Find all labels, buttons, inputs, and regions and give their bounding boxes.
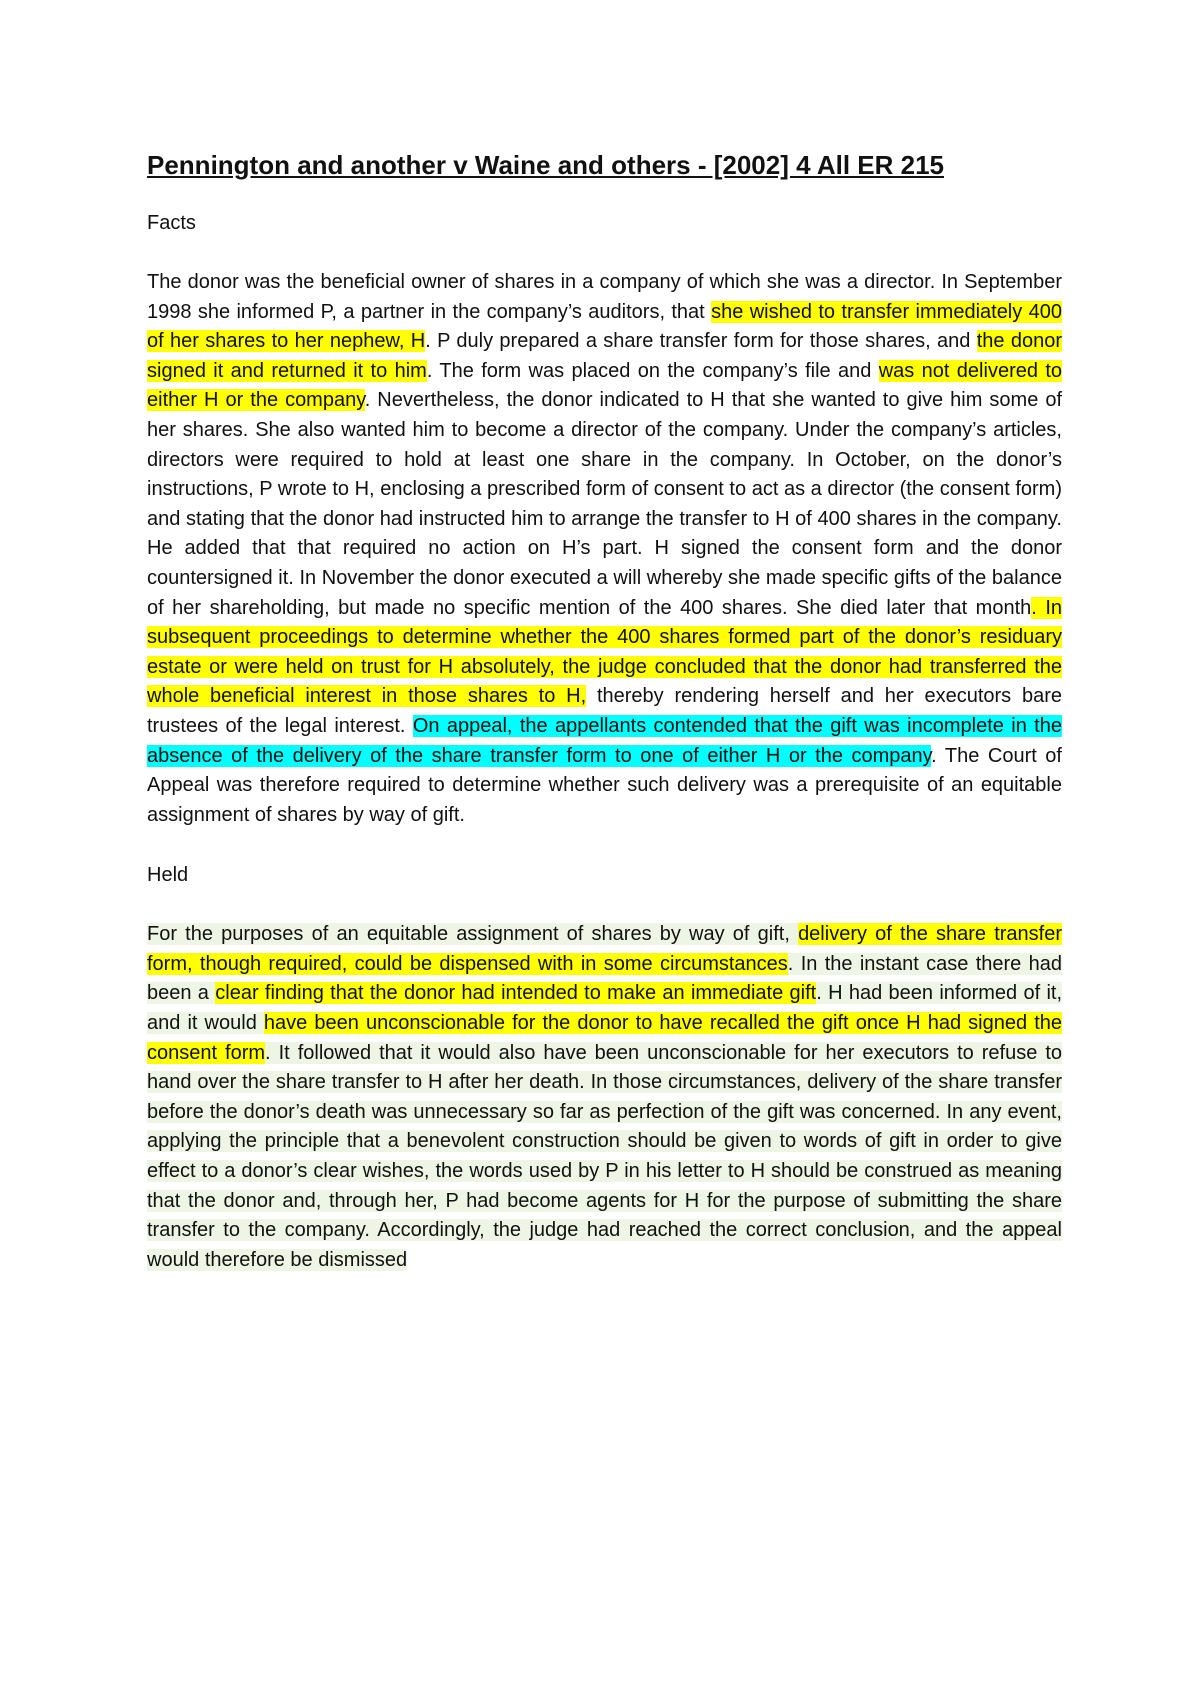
held-highlight-segment: delivery of the share transfer form, though required, could be dispensed with in some circumstances <box>147 923 1062 975</box>
facts-heading: Facts <box>147 212 196 234</box>
facts-highlight-segment: the donor signed it and returned it to him <box>147 330 1062 382</box>
facts-paragraph <box>147 268 1062 830</box>
facts-text-segment: thereby rendering herself and her executors bare trustees of the legal interest. <box>147 685 1062 737</box>
held-highlight-segment: clear finding that the donor had intended to make an immediate gift <box>215 982 817 1005</box>
held-paragraph <box>147 920 1062 1275</box>
facts-text-segment: . The form was placed on the company’s file and <box>426 359 879 382</box>
facts-text-segment: . Nevertheless, the donor indicated to H that she wanted to give him some of her shares. She also wanted him to become a director of the company. Under the company’s articles, directors were required to hold at least one share in the company. In October, on the donor’s instructions, P wrote to H, enclosing a prescribed form of consent to act as a director (the consent form) and stating that the donor had instructed him to arrange the transfer to H of 400 shares in the company. He added that that required no action on H’s part. H signed the consent form and the donor countersigned it. In November the donor executed a will whereby she made specific gifts of the balance of her shareholding, but made no specific mention of the 400 shares. She died later that month <box>147 389 1062 619</box>
facts-highlight-segment: she wished to transfer immediately 400 of her shares to her nephew, H <box>147 300 1062 353</box>
held-text-segment: . H had been informed of it, and it would <box>147 982 1063 1035</box>
held-text-segment: . In the instant case there had been a <box>147 952 1062 1005</box>
facts-highlight-segment: was not delivered to either H or the company <box>147 359 1063 412</box>
facts-text-segment: . P duly prepared a share transfer form for those shares, and <box>425 330 977 353</box>
facts-text-segment: The donor was the beneficial owner of shares in a company of which she was a director. In September 1998 she informed P, a partner in the company’s auditors, that <box>147 271 1062 323</box>
facts-highlight-segment: . In subsequent proceedings to determine whether the 400 shares formed part of the donor’s residuary estate or were held on trust for H absolutely, the judge concluded that the donor had transferred the whole beneficial interest in those shares to H, <box>147 596 1063 708</box>
document-page <box>147 148 1062 1275</box>
held-highlight-segment: have been unconscionable for the donor to have recalled the gift once H had signed the consent form <box>147 1012 1062 1064</box>
held-text-segment: . It followed that it would also have been unconscionable for her executors to refuse to hand over the share transfer to H after her death. In those circumstances, delivery of the share transfer before the donor’s death was unnecessary so far as perfection of the gift was concerned. In any event, applying the principle that a benevolent construction should be given to words of gift in order to give effect to a donor’s clear wishes, the words used by P in his letter to H should be construed as meaning that the donor and, through her, P had become agents for H for the purpose of submitting the share transfer to the company. Accordingly, the judge had reached the correct conclusion, and the appeal would therefore be dismissed <box>147 1041 1062 1271</box>
facts-appeal-highlight-segment: On appeal, the appellants contended that the gift was incomplete in the absence of the delivery of the share transfer form to one of either H or the company <box>147 714 1062 767</box>
document-title: Pennington and another v Waine and others - [2002] 4 All ER 215 <box>147 150 944 180</box>
facts-text-segment: . The Court of Appeal was therefore required to determine whether such delivery was a prerequisite of an equitable assignment of shares by way of gift. <box>147 744 1062 826</box>
held-text-segment: For the purposes of an equitable assignment of shares by way of gift, <box>147 923 799 946</box>
held-heading: Held <box>147 864 189 887</box>
